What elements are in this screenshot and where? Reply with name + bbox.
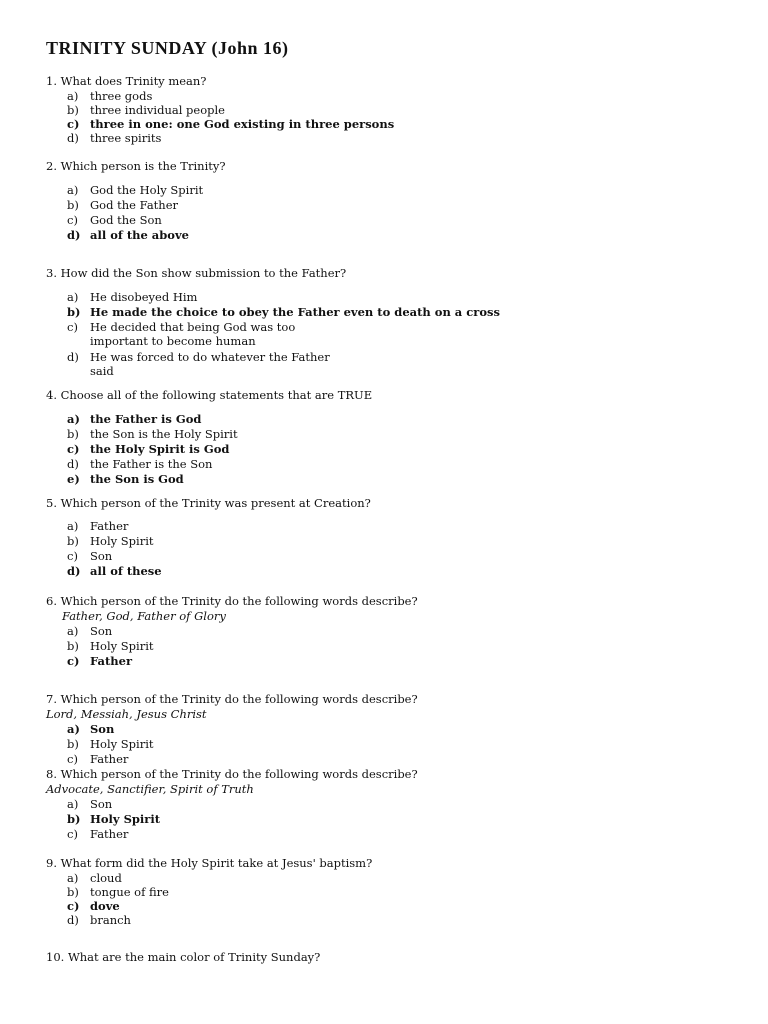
question-6-prompt: 6. Which person of the Trinity do the following words describe? [46, 594, 418, 608]
question-3-option-c: c) He decided that being God was too important to become human [67, 320, 296, 348]
question-7-option-b: b) Holy Spirit [67, 737, 154, 751]
question-3-option-d: d) He was forced to do whatever the Father said [67, 350, 330, 378]
question-1-option-a: a) three gods [67, 89, 153, 103]
question-6-option-b: b) Holy Spirit [67, 639, 154, 653]
question-3-option-b: b) He made the choice to obey the Father even to death on a cross [67, 305, 500, 319]
question-1-prompt: 1. What does Trinity mean? [46, 74, 207, 88]
question-5-option-b: b) Holy Spirit [67, 534, 154, 548]
question-6-subtitle: Father, God, Father of Glory [62, 609, 226, 623]
question-2-option-b: b) God the Father [67, 198, 179, 212]
question-9-option-b: b) tongue of fire [67, 885, 169, 899]
question-5-option-c: c) Son [67, 549, 113, 563]
question-9-option-a: a) cloud [67, 871, 122, 885]
question-4-option-e: e) the Son is God [67, 472, 184, 486]
question-4-option-c: c) the Holy Spirit is God [67, 442, 230, 456]
question-8-prompt: 8. Which person of the Trinity do the following words describe? [46, 767, 418, 781]
question-9-option-d: d) branch [67, 913, 131, 927]
question-2-prompt: 2. Which person is the Trinity? [46, 159, 226, 173]
question-10-prompt: 10. What are the main color of Trinity Sunday? [46, 950, 321, 964]
question-2-option-c: c) God the Son [67, 213, 162, 227]
page-title: TRINITY SUNDAY (John 16) [46, 38, 289, 58]
question-2-option-d: d) all of the above [67, 228, 189, 242]
question-7-option-c: c) Father [67, 752, 129, 766]
question-5-option-a: a) Father [67, 519, 129, 533]
question-6-option-a: a) Son [67, 624, 113, 638]
question-7-subtitle: Lord, Messiah, Jesus Christ [46, 707, 207, 721]
question-3-option-a: a) He disobeyed Him [67, 290, 198, 304]
question-9-option-c: c) dove [67, 899, 120, 913]
question-7-prompt: 7. Which person of the Trinity do the following words describe? [46, 692, 418, 706]
question-4-option-d: d) the Father is the Son [67, 457, 213, 471]
question-4-option-b: b) the Son is the Holy Spirit [67, 427, 238, 441]
question-1-option-c: c) three in one: one God existing in three persons [67, 117, 395, 131]
question-8-option-a: a) Son [67, 797, 113, 811]
question-5-prompt: 5. Which person of the Trinity was present at Creation? [46, 496, 371, 510]
question-3-prompt: 3. How did the Son show submission to the Father? [46, 266, 347, 280]
question-4-prompt: 4. Choose all of the following statements that are TRUE [46, 388, 373, 402]
question-9-prompt: 9. What form did the Holy Spirit take at Jesus' baptism? [46, 856, 373, 870]
question-2-option-a: a) God the Holy Spirit [67, 183, 204, 197]
question-6-option-c: c) Father [67, 654, 133, 668]
question-7-option-a: a) Son [67, 722, 115, 736]
question-1-option-b: b) three individual people [67, 103, 225, 117]
question-8-subtitle: Advocate, Sanctifier, Spirit of Truth [46, 782, 254, 796]
question-5-option-d: d) all of these [67, 564, 162, 578]
question-8-option-c: c) Father [67, 827, 129, 841]
question-4-option-a: a) the Father is God [67, 412, 202, 426]
question-1-option-d: d) three spirits [67, 131, 162, 145]
question-8-option-b: b) Holy Spirit [67, 812, 161, 826]
